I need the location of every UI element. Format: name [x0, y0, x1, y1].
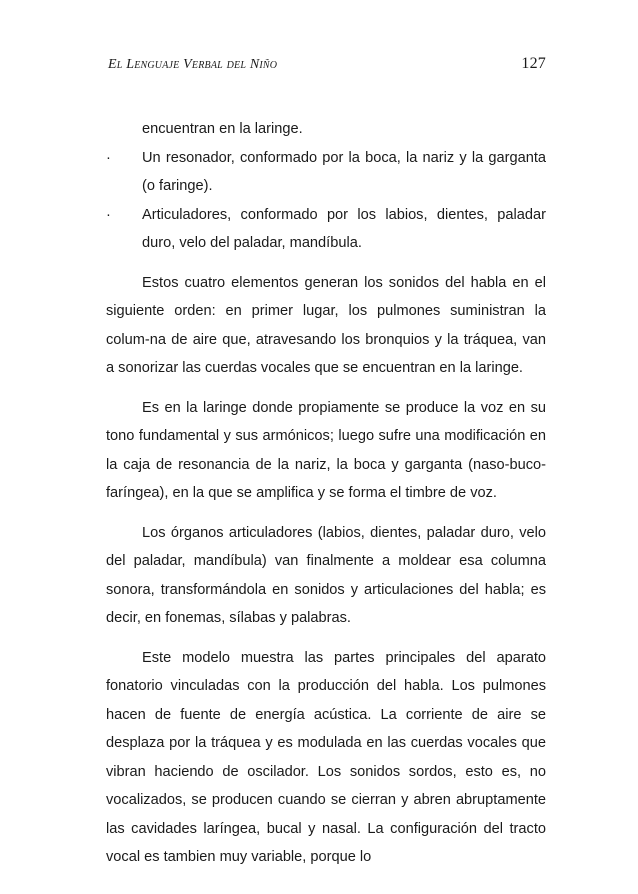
page-number: 127 [521, 55, 546, 72]
paragraph: Este modelo muestra las partes principales del aparato fonatorio vinculadas con la producción del habla. Los pulmones hacen de fuente de energía acústica. La corriente de aire se desplaza por la tráquea y es modulada en las cuerdas vocales que vibran haciendo de oscilador. Los sonidos sordos, esto es, no vocalizados, se producen cuando se cierran y abren abruptamente las cavidades laríngea, bucal y nasal. La configuración del tracto vocal es tambien muy variable, porque lo [106, 649, 546, 865]
list-continuation: encuentran en la laringe. [142, 121, 303, 137]
running-title: El Lenguaje Verbal del Niño [108, 57, 278, 72]
bullet-dot-icon: · [106, 149, 111, 166]
list-item-text: Articuladores, conformado por los labios, dientes, paladar duro, velo del paladar, mandíbula. [142, 206, 546, 251]
list-item [106, 201, 546, 258]
paragraph: Los órganos articuladores (labios, dientes, paladar duro, velo del paladar, mandíbula) van finalmente a moldear esa columna sonora, transformándola en sonidos y articulaciones del habla; es decir, en fonemas, sílabas y palabras. [106, 524, 546, 626]
list-item-text: Un resonador, conformado por la boca, la nariz y la garganta (o faringe). [142, 149, 546, 194]
bullet-dot-icon: · [106, 206, 111, 223]
page-body [106, 115, 546, 872]
list-item [106, 144, 546, 201]
paragraph: Es en la laringe donde propiamente se produce la voz en su tono fundamental y sus armónicos; luego sufre una modificación en la caja de resonancia de la nariz, la boca y garganta (naso-buco-faríngea), en la que se amplifica y se forma el timbre de voz. [106, 399, 546, 501]
paragraph: Estos cuatro elementos generan los sonidos del habla en el siguiente orden: en primer lugar, los pulmones suministran la colum-na de aire que, atravesando los bronquios y la tráquea, van a sonorizar las cuerdas vocales que se encuentran en la laringe. [106, 274, 546, 376]
page-header [108, 57, 546, 77]
